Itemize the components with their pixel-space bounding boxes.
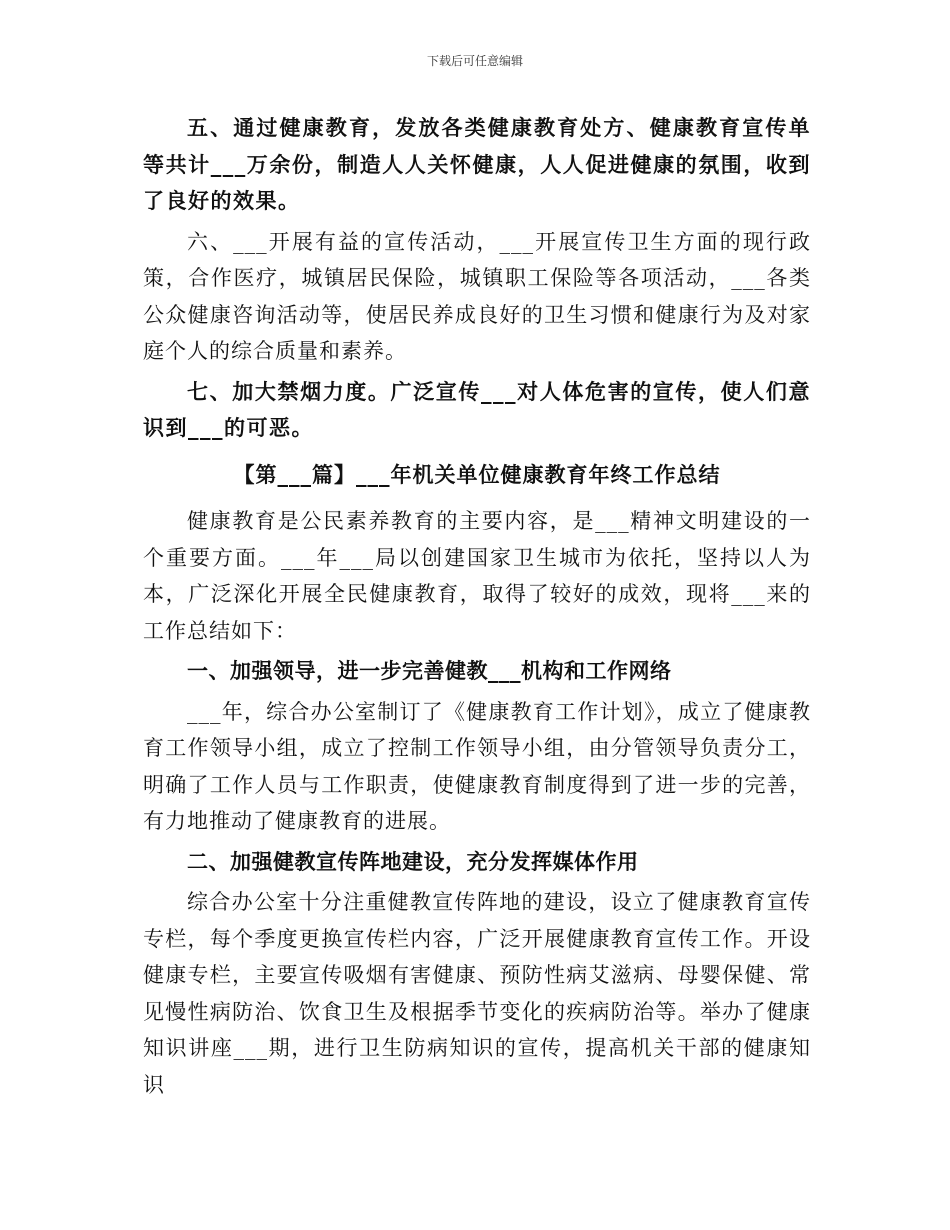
section-title: 【第___篇】___年机关单位健康教育年终工作总结 xyxy=(233,462,721,487)
heading-one: 一、加强领导，进一步完善健教___机构和工作网络 xyxy=(187,659,672,683)
paragraph-six: 六、___开展有益的宣传活动，___开展宣传卫生方面的现行政策，合作医疗，城镇居民保险，城镇职工保险等各项活动，___各类公众健康咨询活动等，使居民养成良好的卫生习惯和健康行为及对家庭个人的综合质量和素养。 xyxy=(143,229,811,363)
heading-two: 二、加强健教宣传阵地建设，充分发挥媒体作用 xyxy=(187,849,639,874)
paragraph-seven: 七、加大禁烟力度。广泛宣传___对人体危害的宣传，使人们意识到___的可恶。 xyxy=(143,379,811,440)
body-two: 综合办公室十分注重健教宣传阵地的建设，设立了健康教育宣传专栏，每个季度更换宣传栏内容，广泛开展健康教育宣传工作。开设健康专栏，主要宣传吸烟有害健康、预防性病艾滋病、母婴保健、常见慢性病防治、饮食卫生及根据季节变化的疾病防治等。举办了健康知识讲座___期，进行卫生防病知识的宣传，提高机关干部的健康知识 xyxy=(143,890,811,1097)
body-one: ___年，综合办公室制订了《健康教育工作计划》，成立了健康教育工作领导小组，成立了控制工作领导小组，由分管领导负责分工，明确了工作人员与工作职责，使健康教育制度得到了进一步的完善，有力地推动了健康教育的进展。 xyxy=(143,699,811,833)
header-note: 下载后可任意编辑 xyxy=(426,54,523,68)
intro-paragraph: 健康教育是公民素养教育的主要内容，是___精神文明建设的一个重要方面。___年___局以创建国家卫生城市为依托，坚持以人为本，广泛深化开展全民健康教育，取得了较好的成效，现将___来的工作总结如下： xyxy=(143,509,811,643)
paragraph-five: 五、通过健康教育，发放各类健康教育处方、健康教育宣传单等共计___万余份，制造人人关怀健康，人人促进健康的氛围，收到了良好的效果。 xyxy=(143,116,811,213)
document-body xyxy=(143,110,811,1103)
